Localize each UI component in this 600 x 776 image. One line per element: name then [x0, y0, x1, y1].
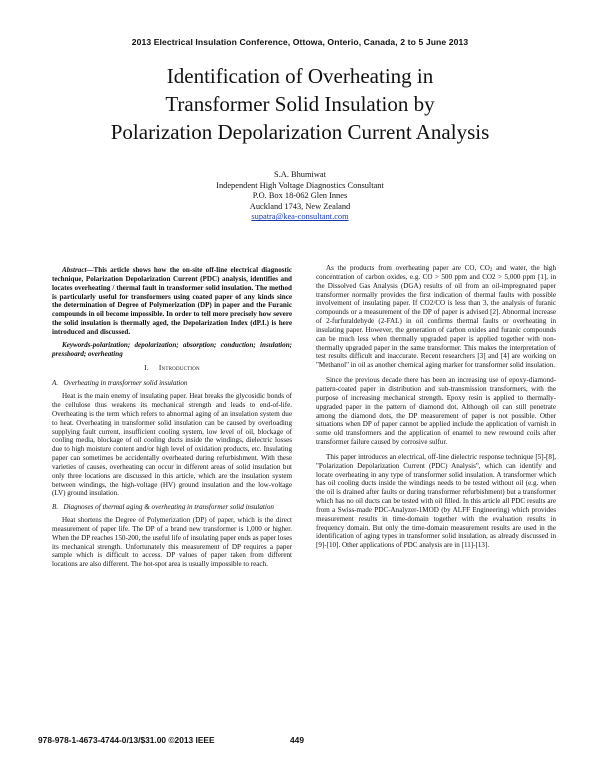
abstract-text: —This article shows how the on-site off-line electrical diagnostic technique, Polarization Depolarization Current (PDC) analysis, identifies and locates overheating / thermal fault in transformer solid insulation. The method is particularly useful for transformers using coated paper of any kinds since the determination of Degree of Polymerization (DP) in paper and the Furanic compounds in oil become impossible. In order to tell more precisely how severe the solid insulation is thermally aged, the Depolarization Index (dP.I.) is here introduced and discussed. [52, 266, 292, 336]
paragraph-r1-rest: and water, the high concentration of carbon oxides, e.g. CO > 500 ppm and CO2 > 5,000 ppm [1], in the Dissolved Gas Analysis (DGA) results of oil from an oil-impregnated paper transformer normally provides the first indication of thermal faults with possible involvement of insulating paper. If CO2/CO is less than 3, the analysis of furanic compounds or a measurement of the DP of paper is advised [2]. Abnormal increase of 2-furfuraldehyde (2-FAL) in oil confirms thermal faults or overheating in insulating paper. However, the generation of carbon oxides and furanic compounds can be much less when thermally upgraded paper is applied together with non-thermally upgraded paper in the same transformer. This makes the interpretation of test results difficult and inaccurate. Recent researchers [3] and [4] are working on "Methanol" in oil as another chemical aging marker for transformer solid insulation. [316, 264, 556, 370]
conference-header: 2013 Electrical Insulation Conference, Ottowa, Onterio, Canada, 2 to 5 June 2013 [131, 37, 469, 47]
left-column [52, 266, 292, 573]
author-email-link[interactable]: supatra@kea-consultant.com [251, 212, 349, 222]
abstract [52, 266, 292, 337]
author-address-1: P.O. Box 18-062 Glen Innes [252, 191, 348, 201]
abstract-label: Abstract [62, 266, 87, 274]
footer-isbn: 978-978-1-4673-4744-0/13/$31.00 ©2013 IEEE [38, 735, 215, 745]
subsection-b-label: B. [52, 503, 59, 512]
author-name: S.A. Bhumiwat [274, 170, 326, 179]
subsection-b-title: Diagnoses of thermal aging & overheating in transformer solid insulation [63, 503, 274, 512]
paragraph-r1-start: As the products from overheating paper are CO, CO [326, 264, 490, 272]
paragraph-b1: Heat shortens the Degree of Polymerization (DP) of paper, which is the direct measurement of paper life. The DP of a brand new transformer is 1,000 or higher. When the DP reaches 150-200, the useful life of insulating paper ends as paper loses its mechanical strength. Unfortunately this measurement of DP requires a paper sample which is difficult to access. DP values of paper taken from different locations are also different. The hot-spot area is usually impossible to reach. [52, 516, 292, 569]
paper-title [60, 62, 540, 146]
paragraph-r1 [316, 264, 556, 370]
section-number: I. [144, 363, 149, 373]
subsection-a-title: Overheating in transformer solid insulation [63, 379, 188, 388]
paragraph-a1: Heat is the main enemy of insulating paper. Heat breaks the glycosidic bonds of the cellulose thus weakens its mechanical strength and leads to end-of-life. Overheating is the term which refers to abnormal aging of an insulation system due to heat. Overheating in transformer solid insulation can be caused by overloading supplying fault current, insufficient cooling system, low level of oil, blockage of cooling media, blockage of oil cooling ducts inside the windings, dielectric losses due to high moisture content and/or high level of oxidation products, etc. Insulating paper can sometimes be accidentally overheated during refurbishment. With these varieties of causes, overheating can occur in different areas of solid insulation but only three locations are discussed in this article, which are the insulation system between windings, the high-voltage (HV) ground insulation and the low-voltage (LV) ground insulation. [52, 392, 292, 498]
right-column [316, 264, 556, 554]
subsection-heading-b [52, 503, 292, 512]
page-number: 449 [290, 735, 304, 745]
co2-subscript: 2 [489, 268, 493, 273]
title-line-1: Identification of Overheating in [166, 64, 434, 88]
author-affiliation: Independent High Voltage Diagnostics Consultant [216, 180, 384, 190]
subsection-heading-a [52, 379, 292, 388]
keywords-text: polarization; depolarization; absorption; conduction; insulation; pressboard; overheating [52, 340, 292, 358]
title-line-2: Transformer Solid Insulation by [165, 92, 435, 116]
section-heading-introduction [52, 364, 292, 373]
keywords [52, 341, 292, 359]
author-block [150, 170, 450, 223]
title-line-3: Polarization Depolarization Current Analysis [110, 120, 490, 144]
paragraph-r3: This paper introduces an electrical, off-line dielectric response technique [5]-[8], "Polarization Depolarization Current (PDC) Analysis", which can identify and locate overheating in any type of transformer solid insulation. A transformer which has oil cooling ducts inside the windings needs to be tested without oil (e.g. when the oil is drained after faults or during transformer refurbishment) but a transformer which has no oil ducts can be tested with oil filled. In this article all PDC results are from a Swiss-made PDC-Analyzer-1MOD (by ALFF Engineering) which provides measurement results in time-domain together with the evaluation results in frequency domain. But only the time-domain measurement results are used in the identification of aging types in transformer solid insulation, as already discussed in [9]-[10]. Other applications of PDC analysis are in [11]-[13]. [316, 452, 556, 550]
author-address-2: Auckland 1743, New Zealand [249, 201, 351, 211]
subsection-a-label: A. [52, 379, 59, 388]
paragraph-r2: Since the previous decade there has been an increasing use of epoxy-diamond-pattern-coated paper in distribution and sub-transmission transformers, with the purpose of increasing mechanical strength. Epoxy resin is applied to thermally-upgraded paper in the pattern of diamond dot. Although oil can still penetrate among the diamond dots, the DP measurement of paper is not possible. Other situations when DP of paper cannot be applied include the application of varnish in some old transformers and the application of enamel to new rewound coils after transformer failure caused by corrosive sulfur. [316, 376, 556, 447]
section-title: Introduction [158, 363, 200, 373]
keywords-label: Keywords- [62, 340, 93, 349]
